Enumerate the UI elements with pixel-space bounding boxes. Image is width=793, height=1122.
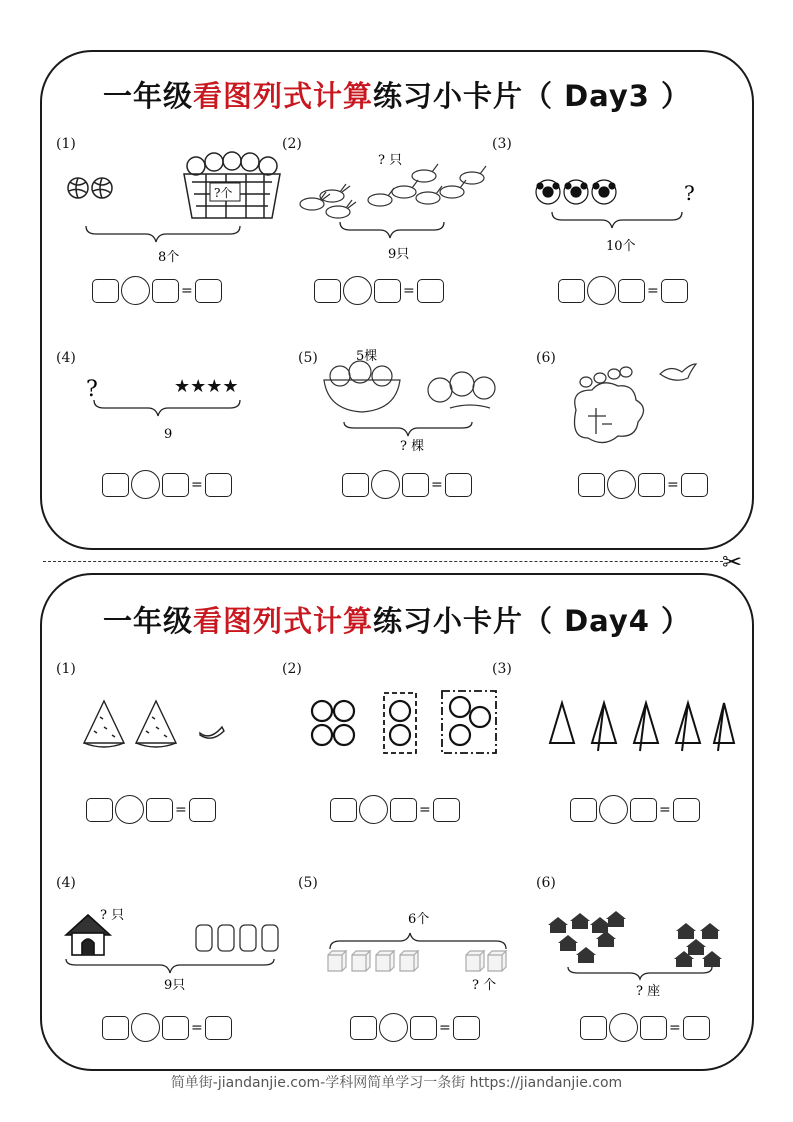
equals-sign: = [403, 282, 415, 299]
picture [56, 875, 286, 993]
blank-square[interactable] [314, 279, 341, 303]
blank-square[interactable] [146, 798, 173, 822]
brace [86, 226, 240, 242]
equals-sign: = [191, 476, 203, 493]
picture [536, 875, 736, 999]
problem-number: (5) [298, 350, 318, 366]
total-label: ? 棵 [400, 439, 425, 454]
blank-operator-circle[interactable] [587, 276, 616, 305]
blank-square[interactable] [580, 1016, 607, 1040]
brace [330, 933, 506, 949]
dog-icon [196, 925, 278, 951]
card-title [42, 74, 752, 115]
question-label: ? 座 [636, 984, 661, 999]
equation-blanks [86, 795, 216, 824]
blank-answer-square[interactable] [661, 279, 688, 303]
problem-number: (2) [282, 661, 302, 677]
blank-square[interactable] [618, 279, 645, 303]
equals-sign: = [667, 476, 679, 493]
blank-square[interactable] [558, 279, 585, 303]
blank-operator-circle[interactable] [607, 470, 636, 499]
equation-blanks [92, 276, 222, 305]
house-icon [548, 911, 722, 967]
problem-number: (1) [56, 661, 76, 677]
blank-operator-circle[interactable] [371, 470, 400, 499]
cabbage-basket-icon [324, 361, 400, 412]
cabbage-icon [428, 372, 495, 408]
equals-sign: = [647, 282, 659, 299]
bird-icon [580, 364, 696, 387]
blank-square[interactable] [390, 798, 417, 822]
volleyball-icon [68, 178, 112, 198]
equation-blanks [570, 795, 700, 824]
problem-5 [298, 350, 528, 535]
problem-3 [492, 136, 722, 321]
blank-answer-square[interactable] [205, 473, 232, 497]
title-prefix: 一年级 [102, 79, 193, 113]
problem-number: (3) [492, 661, 512, 677]
watermelon-slice-icon [84, 701, 224, 747]
brace [344, 422, 472, 436]
rabbit-icon [300, 164, 486, 218]
problem-4 [56, 875, 286, 1060]
question-label: ? [86, 377, 98, 402]
problem-number: (6) [536, 875, 556, 891]
equation-blanks [314, 276, 444, 305]
total-label: 8个 [158, 250, 180, 265]
octagon-icon [312, 697, 490, 745]
blank-square[interactable] [630, 798, 657, 822]
blank-square[interactable] [570, 798, 597, 822]
blank-operator-circle[interactable] [343, 276, 372, 305]
equals-sign: = [175, 801, 187, 818]
blank-answer-square[interactable] [453, 1016, 480, 1040]
problem-number: (6) [536, 350, 556, 366]
picture [492, 136, 722, 266]
equation-blanks [558, 276, 688, 305]
card-day3 [40, 50, 754, 550]
picture [282, 661, 512, 771]
blank-square[interactable] [342, 473, 369, 497]
blank-square[interactable] [640, 1016, 667, 1040]
question-label: ? 只 [378, 153, 403, 168]
title-highlight: 看图列式计算 [192, 604, 373, 638]
cut-line [43, 561, 723, 562]
blank-answer-square[interactable] [189, 798, 216, 822]
scissors-icon: ✂ [722, 548, 743, 576]
brace [94, 400, 240, 416]
cube-icon [328, 951, 506, 971]
picture [298, 875, 528, 993]
equals-sign: = [439, 1019, 451, 1036]
total-label: 9只 [388, 247, 410, 262]
problem-2 [282, 661, 512, 846]
blank-square[interactable] [330, 798, 357, 822]
blank-square[interactable] [86, 798, 113, 822]
question-label: ? 只 [100, 908, 125, 923]
problem-3 [492, 661, 722, 846]
brace [340, 222, 444, 238]
problem-1 [56, 136, 286, 321]
title-prefix: 一年级 [102, 604, 193, 638]
brace [568, 967, 712, 979]
equation-blanks [350, 1013, 480, 1042]
equation-blanks [578, 470, 708, 499]
blank-operator-circle[interactable] [359, 795, 388, 824]
problem-number: (3) [492, 136, 512, 152]
picture [282, 136, 512, 266]
problem-number: (4) [56, 875, 76, 891]
blank-operator-circle[interactable] [131, 1013, 160, 1042]
blank-square[interactable] [374, 279, 401, 303]
hidden-count-label: ?个 [214, 186, 233, 200]
equals-sign: = [191, 1019, 203, 1036]
problem-5 [298, 875, 528, 1060]
tree-branch-icon [575, 383, 644, 443]
blank-square[interactable] [152, 279, 179, 303]
problem-6 [536, 875, 766, 1060]
total-label: 6个 [408, 912, 430, 927]
problem-1 [56, 661, 286, 846]
brace [552, 212, 682, 228]
problem-4 [56, 350, 286, 535]
picture [492, 661, 722, 771]
equation-blanks [102, 1013, 232, 1042]
equals-sign: = [419, 801, 431, 818]
blank-square[interactable] [638, 473, 665, 497]
title-suffix: 练习小卡片（ Day4 ） [373, 604, 692, 638]
equals-sign: = [431, 476, 443, 493]
title-suffix: 练习小卡片（ Day3 ） [373, 79, 692, 113]
blank-answer-square[interactable] [433, 798, 460, 822]
card-day4 [40, 573, 754, 1071]
equation-blanks [580, 1013, 710, 1042]
soccer-ball-icon [536, 180, 616, 204]
problem-2 [282, 136, 512, 321]
problem-number: (2) [282, 136, 302, 152]
blank-operator-circle[interactable] [379, 1013, 408, 1042]
equation-blanks [342, 470, 472, 499]
blank-operator-circle[interactable] [609, 1013, 638, 1042]
title-highlight: 看图列式计算 [192, 79, 373, 113]
blank-answer-square[interactable] [683, 1016, 710, 1040]
blank-operator-circle[interactable] [131, 470, 160, 499]
blank-square[interactable] [102, 1016, 129, 1040]
picture [298, 350, 528, 460]
blank-answer-square[interactable] [445, 473, 472, 497]
card-title [42, 599, 752, 640]
equals-sign: = [181, 282, 193, 299]
blank-square[interactable] [410, 1016, 437, 1040]
blank-answer-square[interactable] [681, 473, 708, 497]
picture [56, 661, 286, 771]
blank-operator-circle[interactable] [599, 795, 628, 824]
problem-6 [536, 350, 766, 535]
equation-blanks [102, 470, 232, 499]
blank-answer-square[interactable] [195, 279, 222, 303]
blank-answer-square[interactable] [417, 279, 444, 303]
footer-watermark: 简单街-jiandanjie.com-学科网简单学习一条街 https://jiandanjie.com [170, 1075, 623, 1091]
equation-blanks [330, 795, 460, 824]
triangle-icon [550, 703, 734, 751]
brace [66, 959, 274, 973]
total-label: 10个 [606, 239, 636, 254]
picture [56, 350, 286, 460]
picture [536, 350, 736, 460]
blank-square[interactable] [92, 279, 119, 303]
blank-operator-circle[interactable] [115, 795, 144, 824]
blank-square[interactable] [350, 1016, 377, 1040]
blank-answer-square[interactable] [205, 1016, 232, 1040]
blank-square[interactable] [102, 473, 129, 497]
problem-number: (5) [298, 875, 318, 891]
problem-number: (4) [56, 350, 76, 366]
blank-square[interactable] [162, 473, 189, 497]
total-label: 9只 [164, 978, 186, 993]
blank-square[interactable] [162, 1016, 189, 1040]
count-label: 5棵 [356, 349, 378, 364]
equals-sign: = [659, 801, 671, 818]
question-label: ? 个 [472, 978, 497, 993]
blank-operator-circle[interactable] [121, 276, 150, 305]
problem-number: (1) [56, 136, 76, 152]
blank-answer-square[interactable] [673, 798, 700, 822]
equals-sign: = [669, 1019, 681, 1036]
star-icon: ★★★★ [174, 376, 239, 397]
question-label: ? [684, 181, 695, 205]
blank-square[interactable] [578, 473, 605, 497]
total-label: 9 [164, 427, 173, 442]
picture [56, 136, 286, 266]
blank-square[interactable] [402, 473, 429, 497]
